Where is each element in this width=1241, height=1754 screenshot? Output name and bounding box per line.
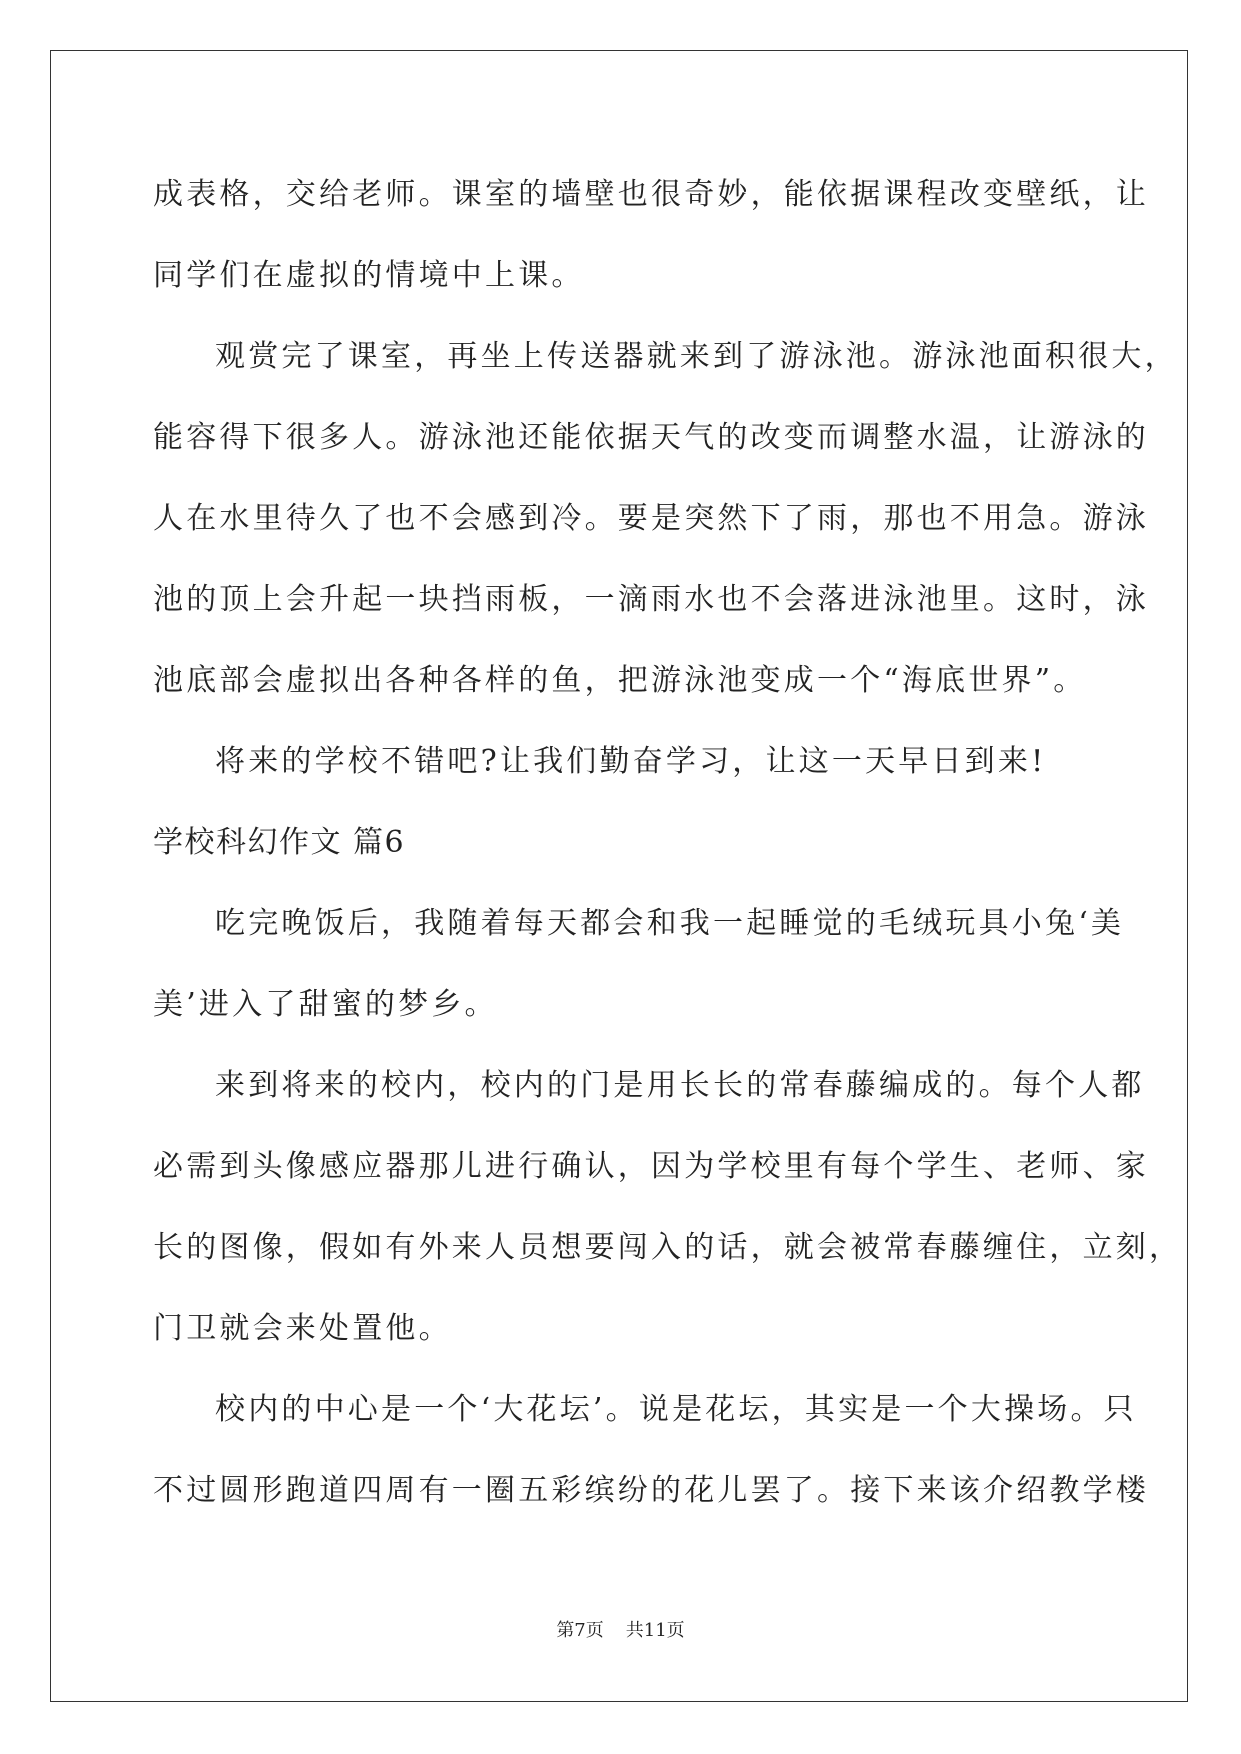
text-line: 长的图像，假如有外来人员想要闯入的话，就会被常春藤缠住，立刻， <box>153 1230 1183 1265</box>
text-line: 池的顶上会升起一块挡雨板，一滴雨水也不会落进泳池里。这时，泳 <box>153 582 1149 617</box>
text-line: 美’进入了甜蜜的梦乡。 <box>153 987 498 1022</box>
page-number: 第7页 <box>556 1620 604 1641</box>
page-footer <box>0 1619 1241 1643</box>
text-line: 门卫就会来处置他。 <box>153 1311 452 1346</box>
paragraph-start: 吃完晚饭后，我随着每天都会和我一起睡觉的毛绒玩具小兔‘美 <box>215 906 1125 941</box>
paragraph-start: 观赏完了课室，再坐上传送器就来到了游泳池。游泳池面积很大， <box>215 339 1178 374</box>
page-border <box>50 50 1188 1702</box>
paragraph-start: 将来的学校不错吧?让我们勤奋学习，让这一天早日到来! <box>215 744 1047 779</box>
text-line: 不过圆形跑道四周有一圈五彩缤纷的花儿罢了。接下来该介绍教学楼 <box>153 1473 1149 1508</box>
section-heading: 学校科幻作文 篇6 <box>153 825 406 860</box>
text-line: 池底部会虚拟出各种各样的鱼，把游泳池变成一个“海底世界”。 <box>153 663 1087 698</box>
page-total: 共11页 <box>625 1620 685 1641</box>
text-line: 成表格，交给老师。课室的墙壁也很奇妙，能依据课程改变壁纸，让 <box>153 177 1149 212</box>
text-line: 能容得下很多人。游泳池还能依据天气的改变而调整水温，让游泳的 <box>153 420 1149 455</box>
paragraph-start: 来到将来的校内，校内的门是用长长的常春藤编成的。每个人都 <box>215 1068 1145 1103</box>
text-line: 人在水里待久了也不会感到冷。要是突然下了雨，那也不用急。游泳 <box>153 501 1149 536</box>
paragraph-start: 校内的中心是一个‘大花坛’。说是花坛，其实是一个大操场。只 <box>215 1392 1137 1427</box>
text-line: 同学们在虚拟的情境中上课。 <box>153 258 585 293</box>
text-line: 必需到头像感应器那儿进行确认，因为学校里有每个学生、老师、家 <box>153 1149 1149 1184</box>
